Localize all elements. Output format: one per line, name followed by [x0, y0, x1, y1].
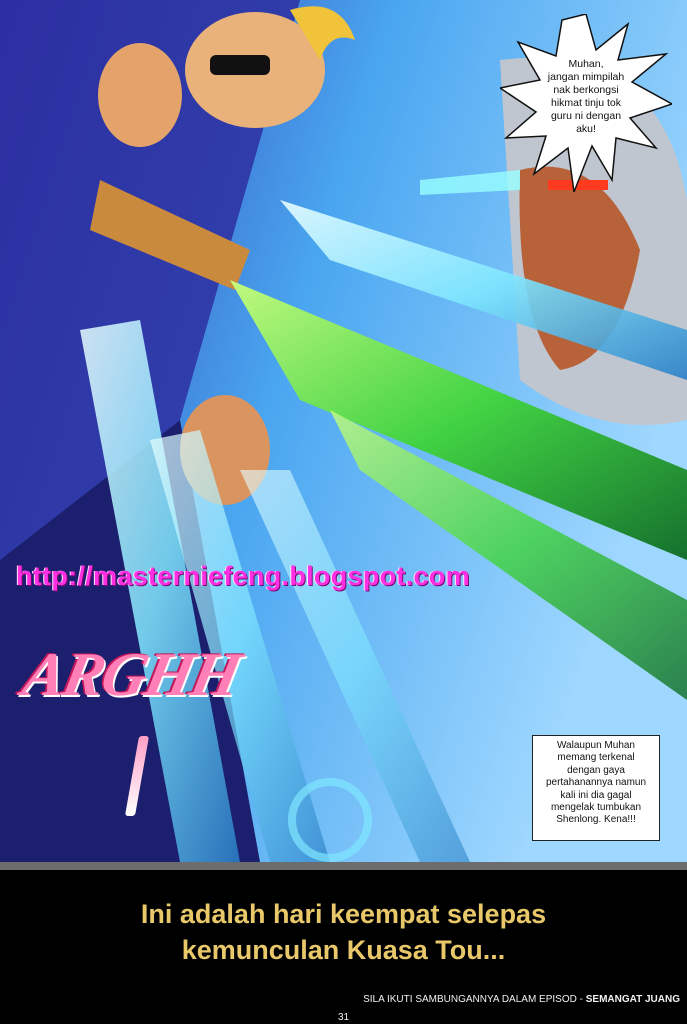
sound-effect-text: ARGHH	[16, 641, 246, 709]
speech-line: guru ni dengan	[550, 110, 622, 122]
panel-divider	[0, 862, 687, 870]
speech-bubble-text	[534, 58, 638, 136]
caption-line: pertahanannya namun	[545, 777, 647, 789]
caption-line: kali ini dia gagal	[560, 789, 632, 801]
speech-line: Muhan,	[568, 58, 604, 70]
caption-line: mengelak tumbukan	[550, 802, 642, 814]
next-episode-note	[0, 994, 680, 1005]
sound-effect	[16, 640, 254, 860]
speech-bubble	[500, 14, 672, 192]
narration-panel	[0, 862, 687, 1024]
muhan-sunglasses	[210, 55, 270, 75]
speech-line: jangan mimpilah	[547, 71, 625, 83]
caption-line: dengan gaya	[567, 764, 625, 776]
grasping-hand	[98, 43, 182, 147]
speech-line: aku!	[576, 123, 596, 135]
caption-box	[532, 735, 660, 841]
sound-effect-drip	[125, 736, 149, 816]
next-episode-title: SEMANGAT JUANG	[585, 994, 680, 1005]
caption-line: memang terkenal	[557, 752, 635, 764]
speech-line: nak berkongsi	[553, 84, 619, 96]
narration-line-2: kemunculan Kuasa Tou...	[181, 935, 506, 965]
speech-line: hikmat tinju tok	[550, 97, 622, 109]
next-episode-prefix: SILA IKUTI SAMBUNGANNYA DALAM EPISOD -	[363, 994, 586, 1005]
page-number: 31	[337, 1012, 350, 1023]
narration-text	[0, 896, 687, 968]
watermark-url: http://masterniefeng.blogspot.com	[16, 561, 470, 591]
caption-line: Walaupun Muhan	[556, 740, 635, 751]
narration-line-1: Ini adalah hari keempat selepas	[140, 899, 547, 929]
caption-line: Shenlong. Kena!!!	[556, 814, 636, 826]
